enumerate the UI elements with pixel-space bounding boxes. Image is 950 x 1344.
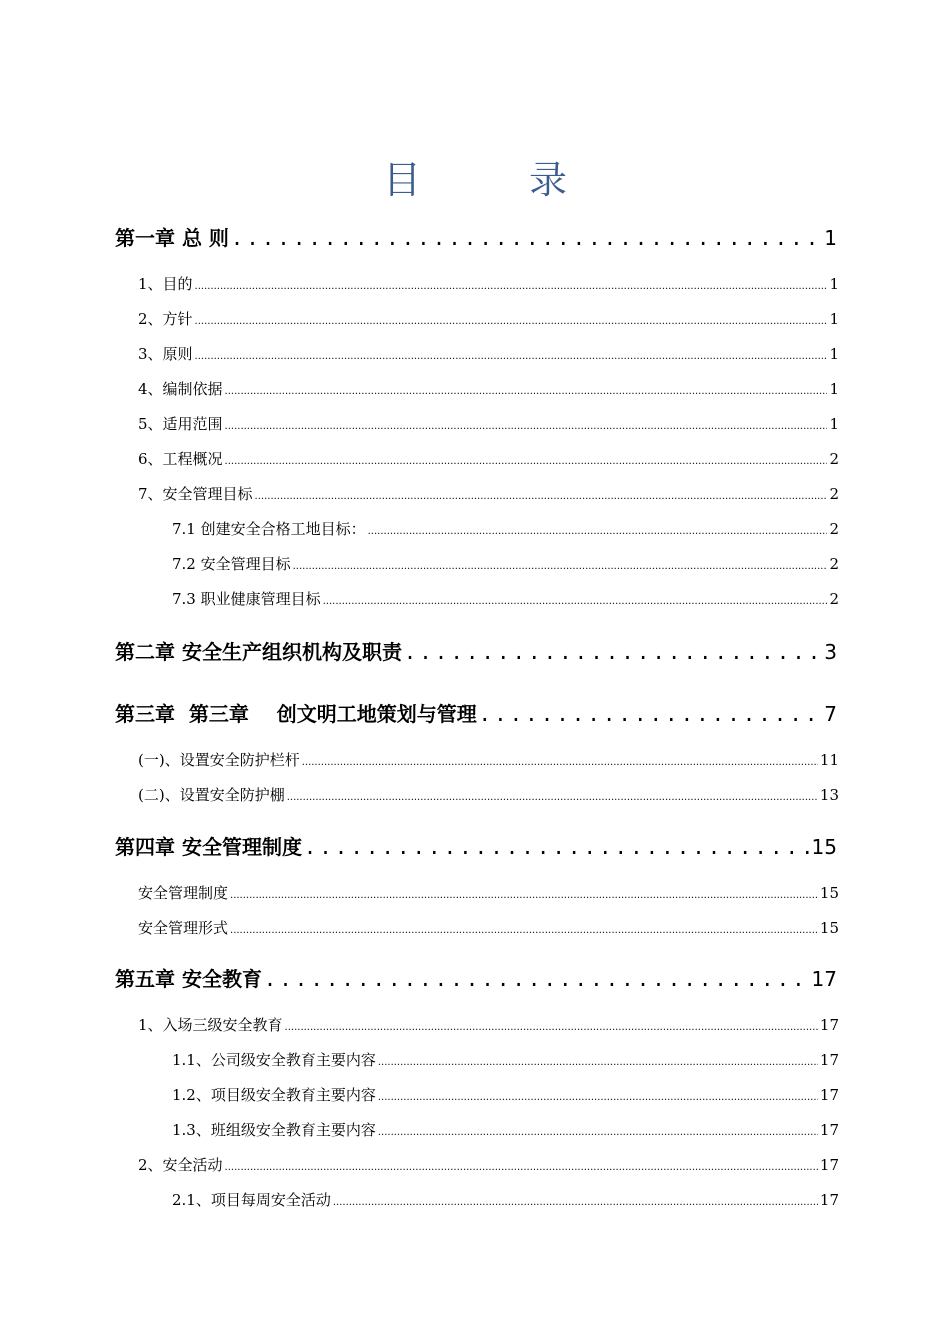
toc-section-entry[interactable] bbox=[138, 749, 839, 771]
toc-entry-label: 1.3、班组级安全教育主要内容 bbox=[172, 1121, 376, 1139]
toc-entry-label: 第二章 安全生产组织机构及职责 bbox=[115, 640, 402, 664]
toc-entry-page: 11 bbox=[819, 751, 839, 769]
toc-section-entry[interactable] bbox=[138, 1014, 839, 1036]
toc-entry-label: 1、目的 bbox=[138, 275, 193, 293]
toc-chapter-entry[interactable] bbox=[115, 831, 837, 861]
toc-entry-page: 1 bbox=[829, 275, 839, 293]
toc-entry-page: 1 bbox=[829, 310, 839, 328]
toc-entry-label: 1、入场三级安全教育 bbox=[138, 1016, 283, 1034]
dot-leader bbox=[285, 1022, 818, 1033]
toc-entry-page: 2 bbox=[829, 590, 839, 608]
toc-subsection-entry[interactable] bbox=[172, 1049, 839, 1071]
toc-entry-page: 7 bbox=[824, 702, 837, 726]
dot-leader bbox=[287, 792, 818, 803]
toc-section-entry[interactable] bbox=[138, 413, 839, 435]
toc-entry-page: 17 bbox=[811, 967, 837, 991]
toc-entry-label: 第五章 安全教育 bbox=[115, 967, 262, 991]
toc-section-entry[interactable] bbox=[138, 273, 839, 295]
dot-leader bbox=[225, 421, 828, 432]
dot-leader bbox=[264, 967, 810, 991]
toc-entry-label: 4、编制依据 bbox=[138, 380, 223, 398]
toc-subsection-entry[interactable] bbox=[172, 1084, 839, 1106]
dot-leader bbox=[293, 561, 828, 572]
toc-entry-label: 7.3 职业健康管理目标 bbox=[172, 590, 321, 608]
toc-entry-label: 7.1 创建安全合格工地目标： bbox=[172, 520, 366, 538]
dot-leader bbox=[304, 835, 810, 859]
toc-entry-page: 2 bbox=[829, 555, 839, 573]
toc-entry-page: 3 bbox=[824, 640, 837, 664]
toc-entry-label: 6、工程概况 bbox=[138, 450, 223, 468]
toc-section-entry[interactable] bbox=[138, 483, 839, 505]
toc-entry-label: 5、适用范围 bbox=[138, 415, 223, 433]
toc-entry-page: 15 bbox=[819, 884, 839, 902]
dot-leader bbox=[378, 1057, 818, 1068]
toc-subsection-entry[interactable] bbox=[172, 553, 839, 575]
toc-entry-page: 15 bbox=[819, 919, 839, 937]
toc-entry-label: 1.2、项目级安全教育主要内容 bbox=[172, 1086, 376, 1104]
toc-entry-label: 第四章 安全管理制度 bbox=[115, 835, 302, 859]
toc-entry-label: 3、原则 bbox=[138, 345, 193, 363]
toc-subsection-entry[interactable] bbox=[172, 518, 839, 540]
toc-entry-label: 安全管理形式 bbox=[138, 919, 229, 937]
toc-entry-label: 安全管理制度 bbox=[138, 884, 229, 902]
toc-entry-label: 2.1、项目每周安全活动 bbox=[172, 1191, 331, 1209]
toc-entry-page: 1 bbox=[829, 345, 839, 363]
toc-entry-page: 2 bbox=[829, 485, 839, 503]
toc-subsection-entry[interactable] bbox=[172, 588, 839, 610]
dot-leader bbox=[378, 1127, 818, 1138]
toc-entry-page: 2 bbox=[829, 450, 839, 468]
toc-section-entry[interactable] bbox=[138, 882, 839, 904]
toc-entry-page: 2 bbox=[829, 520, 839, 538]
toc-entry-label: 7、安全管理目标 bbox=[138, 485, 253, 503]
dot-leader bbox=[255, 491, 828, 502]
toc-chapter-entry[interactable] bbox=[115, 222, 837, 252]
dot-leader bbox=[323, 596, 828, 607]
toc-entry-label: 2、方针 bbox=[138, 310, 193, 328]
toc-section-entry[interactable] bbox=[138, 448, 839, 470]
toc-entry-label: 1.1、公司级安全教育主要内容 bbox=[172, 1051, 376, 1069]
dot-leader bbox=[231, 226, 822, 250]
toc-entry-page: 17 bbox=[819, 1156, 839, 1174]
dot-leader bbox=[230, 890, 818, 901]
dot-leader bbox=[225, 386, 828, 397]
toc-entry-page: 1 bbox=[824, 226, 837, 250]
toc-entry-page: 1 bbox=[829, 380, 839, 398]
toc-section-entry[interactable] bbox=[138, 784, 839, 806]
dot-leader bbox=[378, 1092, 818, 1103]
toc-entry-page: 17 bbox=[819, 1051, 839, 1069]
dot-leader bbox=[195, 281, 828, 292]
toc-section-entry[interactable] bbox=[138, 343, 839, 365]
toc-subsection-entry[interactable] bbox=[172, 1119, 839, 1141]
dot-leader bbox=[225, 1162, 818, 1173]
toc-entry-page: 17 bbox=[819, 1016, 839, 1034]
toc-section-entry[interactable] bbox=[138, 917, 839, 939]
toc-chapter-entry[interactable] bbox=[115, 636, 837, 666]
toc-entry-label: (一)、设置安全防护栏杆 bbox=[138, 751, 300, 769]
toc-section-entry[interactable] bbox=[138, 378, 839, 400]
dot-leader bbox=[225, 456, 828, 467]
toc-entry-label: 第一章 总 则 bbox=[115, 226, 229, 250]
toc-title: 目 录 bbox=[382, 158, 616, 202]
dot-leader bbox=[195, 351, 828, 362]
dot-leader bbox=[230, 925, 818, 936]
dot-leader bbox=[479, 702, 822, 726]
dot-leader bbox=[302, 757, 818, 768]
toc-entry-label: 第三章 第三章 创文明工地策划与管理 bbox=[115, 702, 477, 726]
toc-entry-page: 17 bbox=[819, 1121, 839, 1139]
toc-entry-label: 2、安全活动 bbox=[138, 1156, 223, 1174]
toc-entry-page: 17 bbox=[819, 1086, 839, 1104]
dot-leader bbox=[404, 640, 822, 664]
toc-entry-label: (二)、设置安全防护棚 bbox=[138, 786, 285, 804]
toc-chapter-entry[interactable] bbox=[115, 963, 837, 993]
toc-subsection-entry[interactable] bbox=[172, 1189, 839, 1211]
toc-entry-page: 17 bbox=[819, 1191, 839, 1209]
toc-entry-page: 13 bbox=[819, 786, 839, 804]
toc-entry-page: 15 bbox=[811, 835, 837, 859]
dot-leader bbox=[333, 1197, 818, 1208]
dot-leader bbox=[195, 316, 828, 327]
toc-section-entry[interactable] bbox=[138, 308, 839, 330]
dot-leader bbox=[368, 526, 828, 537]
toc-chapter-entry[interactable] bbox=[115, 698, 837, 728]
toc-entry-page: 1 bbox=[829, 415, 839, 433]
toc-entry-label: 7.2 安全管理目标 bbox=[172, 555, 291, 573]
toc-section-entry[interactable] bbox=[138, 1154, 839, 1176]
